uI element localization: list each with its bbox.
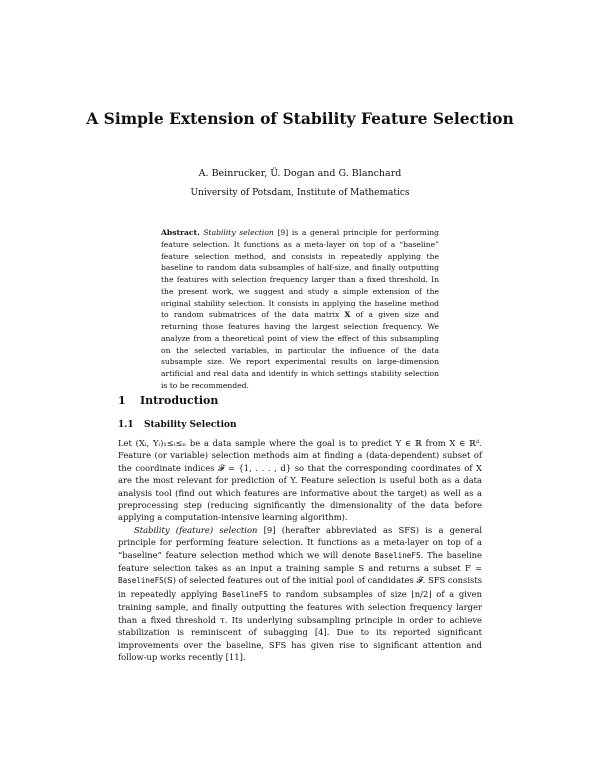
section-heading — [118, 394, 218, 407]
abstract — [161, 227, 439, 392]
abstract-text-2: of a given size and returning those features having the largest selection frequency. We analyze from a theoretical point of view the effect of this subsampling on the selected variables, in particular the influence of the data subsample size. We report experimental results on large-dimension artificial and real data and identify in which settings stability selection is to be recommended. — [161, 310, 439, 390]
paragraph-2 — [118, 524, 482, 663]
paper-title: A Simple Extension of Stability Feature Selection — [86, 109, 514, 128]
matrix-symbol: X — [344, 310, 351, 320]
subsection-heading — [118, 420, 237, 430]
paragraph-2-text: (S) of selected features out of the initial pool of candidates 𝓕. SFS consists in repeatedly applying — [118, 575, 482, 599]
affiliation: University of Potsdam, Institute of Mathematics — [190, 188, 410, 198]
abstract-term: Stability selection — [203, 228, 274, 237]
subsection-number: 1.1 — [118, 420, 134, 430]
paragraph-1: Let (Xᵢ, Yᵢ)₁≤ᵢ≤ₙ be a data sample where the goal is to predict Y ∈ ℝ from X ∈ ℝᵈ. Feature (or variable) selection methods aim at finding a (data-dependent) subset of the coordinate indices 𝓕 = {1, . . . , d} so that the corresponding coordinates of X are the most relevant for prediction of Y. Feature selection is useful both as a data analysis tool (find out which features are informative about the target) as well as a preprocessing step (reducing significantly the dimensionality of the data before applying a computation-intensive learning algorithm). — [118, 438, 482, 523]
body-text — [118, 437, 482, 663]
abstract-text: [9] is a general principle for performing feature selection. It functions as a meta-layer on top of a “baseline” feature selection method, and consists in repeatedly applying the baseline to random data subsamples of half-size, and finally outputting the features with selection frequency larger than a fixed threshold. In the present work, we suggest and study a simple extension of the original stability selection. It consists in applying the baseline method to random submatrices of the data matrix — [161, 228, 439, 320]
code-baselinefs: BaselineFS — [118, 576, 164, 586]
paragraph-2-term: Stability (feature) selection — [134, 524, 258, 535]
paragraph-2-text: . The baseline feature selection takes as an input a training sample S and returns a subset F = — [118, 549, 483, 574]
subsection-title: Stability Selection — [144, 420, 237, 430]
author-list: A. Beinrucker, Ü. Dogan and G. Blanchard — [198, 168, 402, 179]
section-title: Introduction — [140, 394, 219, 407]
section-number: 1 — [118, 394, 126, 407]
code-baselinefs: BaselineFS — [374, 550, 421, 560]
code-baselinefs: BaselineFS — [222, 589, 268, 599]
paragraph-2-text: [9] (herafter abbreviated as SFS) is a general principle for performing feature selection. It functions as a meta-layer on top of a “baseline” feature selection method which we will denote — [118, 524, 482, 560]
abstract-label: Abstract. — [161, 228, 200, 237]
paragraph-2-text: to random subsamples of size ⌊n/2⌋ of a given training sample, and finally outputting the features with selection frequency larger than a fixed threshold τ. Its underlying subsampling principle in order to achieve stabilization is reminiscent of subagging [4]. Due to its reported significant improvements over the baseline, SFS has given rise to significant attention and follow-up works recently [11]. — [118, 588, 482, 662]
